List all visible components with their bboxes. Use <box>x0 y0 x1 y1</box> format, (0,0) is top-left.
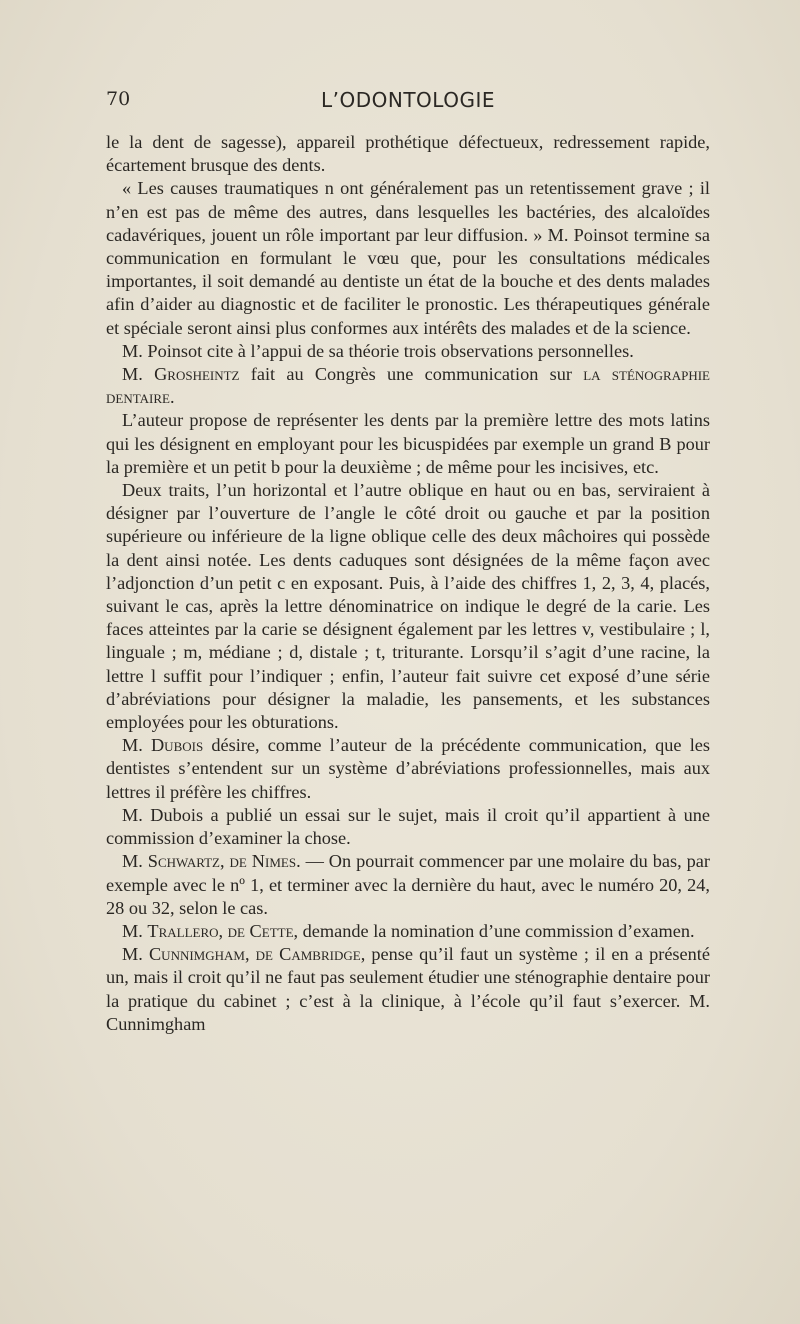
paragraph-8: M. Dubois a publié un essai sur le sujet, mais il croit qu’il appartient à une commission d’examiner la chose. <box>106 804 710 849</box>
paragraph-3: M. Poinsot cite à l’appui de sa théorie trois observations personnelles. <box>122 340 634 361</box>
running-title: L’ODONTOLOGIE <box>320 88 495 112</box>
paragraph-5: L’auteur propose de représenter les dents par la première lettre des mots latins qui les désignent en employant pour les bicuspidées par exemple un grand B pour la première et un petit b pour la deuxième ; de même pour les incisives, etc. <box>106 410 710 477</box>
paragraph-2: « Les causes traumatiques n ont généralement pas un retentissement grave ; il n’en est pas de même des autres, dans lesquelles les bactéries, des alcaloïdes cadavériques, jouent un rôle important par leur diffusion. » M. Poinsot termine sa communication en formulant le vœu que, pour les consultations médicales importantes, il soit demandé au dentiste un état de la bouche et des dents malades afin d’aider au diagnostic et de faciliter le pronostic. Les thérapeutiques générale et spéciale seront ainsi plus conformes aux intérêts des malades et de la science. <box>106 178 710 338</box>
body-text <box>106 131 710 1036</box>
communication-title: la sténographie dentaire <box>106 364 710 408</box>
speaker-prefix: M. <box>122 735 151 756</box>
paragraph-text: , pense qu’il faut un système ; il en a présenté un, mais il croit qu’il ne faut pas seulement étudier une sténographie dentaire pour la pratique du cabinet ; c’est à la clinique, à l’école qu’il faut s’exercer. M. Cunnimgham <box>106 944 710 1034</box>
paragraph-10 <box>106 920 710 943</box>
paragraph-tail: . <box>169 387 175 408</box>
speaker-prefix: M. <box>122 364 155 385</box>
speaker-prefix: M. <box>122 851 148 872</box>
speaker-name: Grosheintz <box>154 364 240 385</box>
speaker-prefix: M. <box>122 944 149 965</box>
paragraph-1: le la dent de sagesse), appareil prothétique défectueux, redressement rapide, écartement brusque des dents. <box>106 132 710 176</box>
paragraph-7 <box>106 734 710 804</box>
paragraph-9 <box>106 850 710 920</box>
paragraph-6: Deux traits, l’un horizontal et l’autre oblique en haut ou en bas, serviraient à désigner par l’ouverture de l’angle le côté droit ou gauche et par la position supérieure ou inférieure de la ligne oblique celle des deux mâchoires qui possède la dent ainsi notée. Les dents caduques sont désignées de la même façon avec l’adjonction d’un petit c en exposant. Puis, à l’aide des chiffres 1, 2, 3, 4, placés, suivant le cas, après la lettre dénominatrice on indique le degré de la carie. Les faces atteintes par la carie se désignent également par les lettres v, vestibulaire ; l, linguale ; m, médiane ; d, distale ; t, triturante. Lorsqu’il s’agit d’une racine, la lettre l suffit pour l’indiquer ; enfin, l’auteur fait suivre cet exposé d’une série d’abréviations pour désigner la maladie, les pansements, et les substances employées pour les obturations. <box>106 480 710 733</box>
paragraph-text: fait au Congrès une communication sur <box>239 364 584 385</box>
speaker-prefix: M. <box>122 920 148 941</box>
paragraph-4 <box>106 363 710 409</box>
paragraph-text: , demande la nomination d’une commission d’examen. <box>293 920 695 941</box>
speaker-name: Cunnimgham, de Cambridge <box>148 944 361 965</box>
speaker-name: Dubois <box>150 735 204 756</box>
speaker-name: Schwartz, de Nimes <box>147 851 297 872</box>
paragraph-text: . — On pourrait commencer par une molaire du bas, par exemple avec le nº 1, et terminer avec la dernière du haut, avec le numéro 20, 24, 28 ou 32, selon le cas. <box>106 851 710 918</box>
page-number: 70 <box>106 88 131 110</box>
page-header <box>106 82 710 118</box>
speaker-name: Trallero, de Cette <box>147 920 294 941</box>
paragraph-text: désire, comme l’auteur de la précédente communication, que les dentistes s’entendent sur un système d’abréviations professionnelles, mais aux lettres il préfère les chiffres. <box>106 735 710 802</box>
paragraph-11 <box>106 943 710 1036</box>
